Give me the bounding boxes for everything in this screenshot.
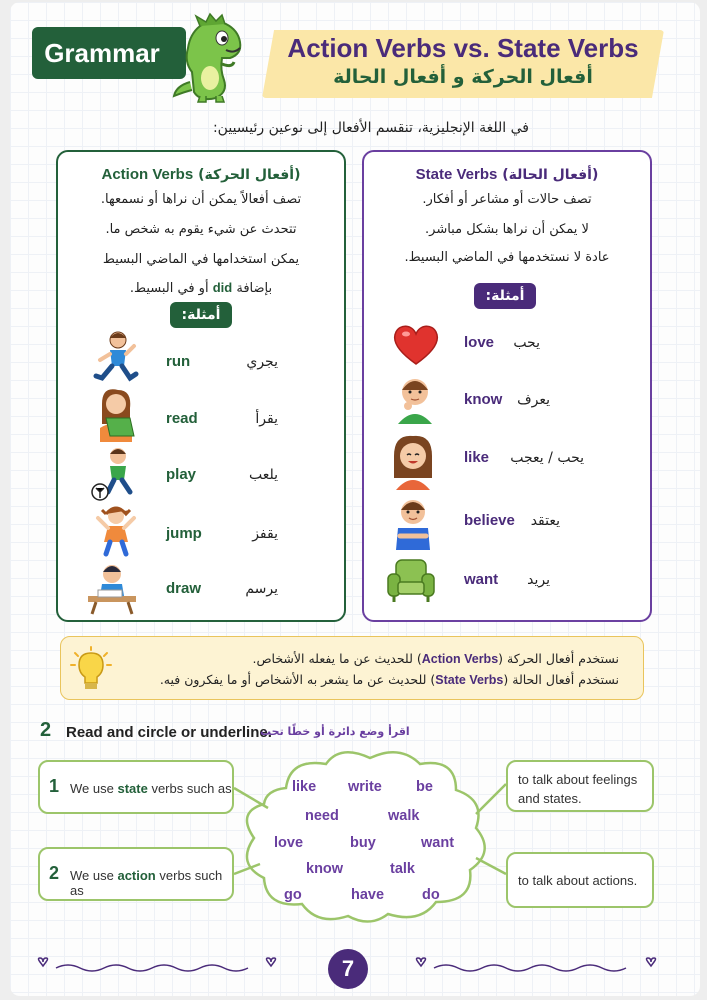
state-desc-line: تصف حالات أو مشاعر أو أفكار. bbox=[422, 192, 592, 207]
action-examples-label: أمثلة: bbox=[170, 302, 232, 328]
action-verb-en: read bbox=[166, 410, 198, 427]
action-verbs-term: Action Verbs bbox=[421, 652, 499, 666]
tip-line-2 bbox=[160, 672, 619, 687]
cloud-word[interactable]: walk bbox=[388, 808, 420, 824]
tip-box bbox=[60, 636, 644, 700]
action-heading-en: Action Verbs bbox=[101, 166, 194, 183]
state-verb-ar: يحب / يعجب bbox=[510, 450, 584, 466]
question-1-post: verbs such as bbox=[151, 781, 232, 796]
cloud-word[interactable]: love bbox=[274, 835, 304, 851]
state-verbs-term: State Verbs bbox=[435, 673, 504, 687]
state-desc-line: عادة لا نستخدمها في الماضي البسيط. bbox=[404, 250, 610, 265]
cloud-word[interactable]: write bbox=[348, 779, 382, 795]
state-verb-ar: يعرف bbox=[517, 392, 550, 408]
reading-girl-icon bbox=[92, 388, 140, 444]
exercise-instruction-arabic: اقرأ وضع دائرة أو خطًا تحت bbox=[260, 725, 410, 738]
question-1-keyword: state bbox=[117, 781, 148, 796]
grammar-tag: Grammar bbox=[32, 27, 186, 79]
tip-line-2-post: ) للحديث عن ما يشعر به الأشخاص أو ما يفكرون فيه. bbox=[159, 672, 436, 687]
question-2-keyword: action bbox=[117, 868, 156, 883]
action-desc-line: تصف أفعالاً يمكن أن نراها أو نسمعها. bbox=[100, 192, 302, 207]
action-desc-line bbox=[58, 281, 344, 295]
cloud-word[interactable]: buy bbox=[350, 835, 376, 851]
state-desc-line: لا يمكن أن نراها بشكل مباشر. bbox=[425, 222, 589, 237]
action-verb-ar: يلعب bbox=[248, 467, 278, 483]
state-verb-ar: يعتقد bbox=[530, 513, 560, 529]
page-title: Action Verbs vs. State Verbs bbox=[287, 33, 639, 63]
running-boy-icon bbox=[92, 330, 140, 388]
action-desc-line: يمكن استخدامها في الماضي البسيط bbox=[102, 252, 300, 267]
action-heading bbox=[58, 166, 344, 183]
armchair-icon bbox=[386, 556, 436, 604]
exercise-instruction: Read and circle or underline. bbox=[66, 724, 272, 741]
answer-2-box: to talk about actions. bbox=[506, 852, 654, 908]
action-verb-en: jump bbox=[166, 525, 202, 542]
question-2-text bbox=[70, 868, 232, 898]
cloud-word[interactable]: know bbox=[306, 861, 344, 877]
tip-line-1-post: ) للحديث عن ما يفعله الأشخاص. bbox=[252, 651, 422, 666]
action-verb-ar: يرسم bbox=[245, 581, 278, 597]
thinking-boy-icon bbox=[392, 374, 438, 426]
state-verb-en: like bbox=[464, 449, 490, 466]
page-title-arabic: أفعال الحركة و أفعال الحالة bbox=[333, 66, 593, 88]
action-verb-ar: يقفز bbox=[252, 526, 278, 542]
question-1-box bbox=[38, 760, 234, 814]
action-heading-ar: (أفعال الحركة) bbox=[198, 167, 301, 183]
action-verb-en: run bbox=[166, 353, 191, 370]
question-2-pre: We use bbox=[70, 868, 114, 883]
cloud-word[interactable]: go bbox=[284, 887, 302, 903]
jumping-girl-icon bbox=[92, 504, 140, 560]
cloud-word[interactable]: have bbox=[351, 887, 385, 903]
cloud-word[interactable]: do bbox=[422, 887, 440, 903]
state-verb-en: love bbox=[464, 334, 495, 351]
question-1-number: 1 bbox=[49, 776, 60, 796]
question-2-number: 2 bbox=[49, 863, 60, 883]
footer-decoration-right bbox=[412, 956, 664, 978]
tip-line-1-pre: نستخدم أفعال الحركة ( bbox=[498, 651, 619, 666]
question-1-pre: We use bbox=[70, 781, 114, 796]
red-heart-icon bbox=[392, 322, 440, 366]
state-verb-en: want bbox=[464, 571, 499, 588]
dinosaur-mascot-icon bbox=[170, 12, 250, 104]
action-desc-post: أو في البسيط. bbox=[129, 281, 209, 296]
cloud-word[interactable]: like bbox=[292, 779, 317, 795]
state-heading-en: State Verbs bbox=[415, 166, 498, 183]
state-heading-ar: (أفعال الحالة) bbox=[502, 167, 599, 183]
cloud-word[interactable]: talk bbox=[390, 861, 415, 877]
confident-boy-icon bbox=[390, 496, 436, 552]
cloud-word[interactable]: want bbox=[421, 835, 455, 851]
state-verb-en: believe bbox=[464, 512, 515, 529]
cloud-word[interactable]: be bbox=[416, 779, 433, 795]
cloud-word[interactable]: need bbox=[305, 808, 339, 824]
question-2-post: verbs such as bbox=[70, 868, 223, 898]
action-verb-ar: يقرأ bbox=[255, 411, 278, 427]
action-verb-en: play bbox=[166, 466, 197, 483]
did-keyword: did bbox=[212, 280, 233, 295]
question-1-text bbox=[70, 781, 232, 796]
state-verb-ar: يحب bbox=[513, 335, 540, 351]
boy-playing-football-icon bbox=[90, 446, 140, 502]
intro-text: في اللغة الإنجليزية، تنقسم الأفعال إلى نوعين رئيسيين: bbox=[212, 120, 529, 136]
action-verbs-card bbox=[56, 150, 346, 622]
state-examples-label: أمثلة: bbox=[474, 283, 536, 309]
action-verb-en: draw bbox=[166, 580, 202, 597]
tip-line-1 bbox=[252, 651, 619, 666]
tip-line-2-pre: نستخدم أفعال الحالة ( bbox=[503, 672, 619, 687]
exercise-number: 2 bbox=[40, 719, 52, 741]
lightbulb-icon bbox=[69, 645, 113, 693]
state-heading bbox=[364, 166, 650, 183]
question-2-box bbox=[38, 847, 234, 901]
state-verbs-card bbox=[362, 150, 652, 622]
action-verb-ar: يجري bbox=[246, 354, 278, 370]
action-desc-line: تتحدث عن شيء يقوم به شخص ما. bbox=[105, 222, 297, 237]
action-desc-pre: بإضافة bbox=[236, 281, 273, 296]
state-verb-ar: يريد bbox=[527, 572, 550, 588]
boy-drawing-icon bbox=[84, 560, 140, 616]
footer-decoration-left bbox=[34, 956, 284, 978]
state-verb-en: know bbox=[464, 391, 503, 408]
page-number: 7 bbox=[328, 949, 368, 989]
happy-girl-icon bbox=[388, 434, 438, 492]
answer-1-box: to talk about feelings and states. bbox=[506, 760, 654, 812]
